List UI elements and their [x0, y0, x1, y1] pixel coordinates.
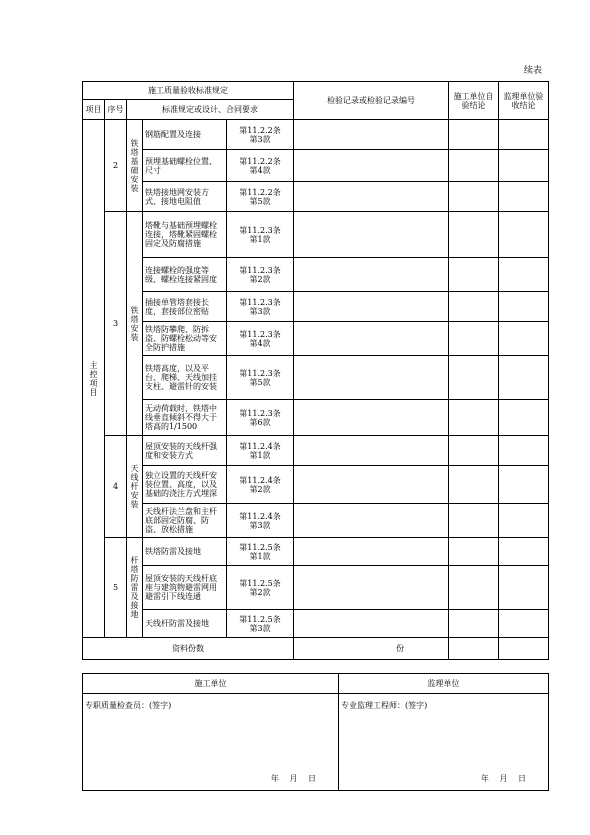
category-char: 装: [130, 500, 139, 509]
clause-paragraph: 第5款: [249, 196, 271, 206]
category-char: 线: [130, 473, 139, 482]
standard-text: 天线杆法兰盘和主杆底部固定防腐、防盗、放松措施: [143, 504, 227, 538]
clause-article: 第11.2.3条: [239, 265, 281, 275]
clause-paragraph: 第4款: [249, 338, 271, 348]
clause-paragraph: 第3款: [249, 306, 271, 316]
engineer-signature-label: 专业监理工程师：(签字): [341, 701, 428, 710]
record-cell[interactable]: [294, 120, 449, 150]
table-row: [83, 610, 549, 638]
clause-article: 第11.2.2条: [239, 125, 281, 135]
contractor-conclusion-cell[interactable]: [449, 120, 499, 150]
clause-ref: [227, 182, 294, 212]
contractor-conclusion-cell[interactable]: [449, 466, 499, 504]
header-standard-group: 施工质量验收标准规定: [83, 82, 294, 100]
supervisor-conclusion-cell[interactable]: [499, 292, 549, 322]
clause-paragraph: 第3款: [249, 134, 271, 144]
header-supervisor-conclusion: [499, 82, 549, 120]
seq-number: 5: [105, 538, 127, 638]
clause-ref: [227, 566, 294, 610]
header-standard: 标准规定或设计、合同要求: [127, 100, 294, 120]
contractor-conclusion-cell[interactable]: [449, 610, 499, 638]
record-cell[interactable]: [294, 322, 449, 356]
standard-text: 铁塔防雷及接地: [143, 538, 227, 566]
supervisor-conclusion-cell[interactable]: [499, 504, 549, 538]
clause-article: 第11.2.5条: [239, 542, 281, 552]
contractor-conclusion-cell[interactable]: [449, 182, 499, 212]
footer-supervisor: 监理单位: [339, 674, 549, 694]
clause-paragraph: 第3款: [249, 520, 271, 530]
standard-text: 铁塔接地网安装方式、接地电阻值: [143, 182, 227, 212]
table-row: [83, 566, 549, 610]
clause-ref: [227, 150, 294, 182]
clause-paragraph: 第2款: [249, 484, 271, 494]
clause-article: 第11.2.4条: [239, 475, 281, 485]
supervisor-date: 年 月 日: [480, 774, 526, 783]
category-char: 塔: [130, 314, 139, 324]
clause-paragraph: 第1款: [249, 234, 271, 244]
main-item-char: 目: [89, 387, 98, 397]
category-char: 安: [130, 174, 139, 184]
category-char: 防: [130, 574, 139, 583]
contractor-sign-cell: [83, 694, 339, 791]
category-label: [127, 538, 143, 638]
clause-ref: [227, 322, 294, 356]
clause-ref: [227, 212, 294, 258]
clause-article: 第11.2.4条: [239, 441, 281, 451]
supervisor-conclusion-cell[interactable]: [499, 120, 549, 150]
materials-supervisor-cell[interactable]: [499, 638, 549, 660]
category-char: 接: [130, 601, 139, 610]
clause-article: 第11.2.3条: [239, 408, 281, 418]
continued-label: 续表: [524, 66, 543, 76]
header-item: 项目: [83, 100, 105, 120]
contractor-conclusion-cell[interactable]: [449, 212, 499, 258]
standard-text: 预埋基础螺栓位置、尺寸: [143, 150, 227, 182]
record-cell[interactable]: [294, 356, 449, 400]
standard-text: 独立设置的天线杆安装位置、高度，以及基础的浇注方式埋深: [143, 466, 227, 504]
table-row: [83, 538, 549, 566]
main-item-char: 控: [89, 369, 98, 379]
materials-unit: 份: [396, 644, 405, 653]
category-char: 安: [130, 323, 139, 333]
table-row: [83, 182, 549, 212]
supervisor-conclusion-cell[interactable]: [499, 610, 549, 638]
record-cell[interactable]: [294, 150, 449, 182]
category-char: 铁: [130, 138, 139, 148]
record-cell[interactable]: [294, 436, 449, 466]
clause-paragraph: 第1款: [249, 551, 271, 561]
standard-text: 塔靴与基础预埋螺栓连接，塔靴紧固螺栓固定及防腐措施: [143, 212, 227, 258]
table-row: [83, 504, 549, 538]
record-cell[interactable]: [294, 466, 449, 504]
materials-label: 资料份数: [83, 638, 294, 660]
category-char: 雷: [130, 583, 139, 592]
materials-contractor-cell[interactable]: [449, 638, 499, 660]
category-char: 塔: [130, 565, 139, 574]
table-row: [83, 150, 549, 182]
category-char: 及: [130, 592, 139, 601]
category-char: 天: [130, 464, 139, 473]
supervisor-conclusion-cell[interactable]: [499, 212, 549, 258]
supervisor-conclusion-cell[interactable]: [499, 436, 549, 466]
record-cell[interactable]: [294, 400, 449, 436]
supervisor-conclusion-cell[interactable]: [499, 150, 549, 182]
contractor-conclusion-cell[interactable]: [449, 504, 499, 538]
clause-ref: [227, 504, 294, 538]
record-cell[interactable]: [294, 182, 449, 212]
supervisor-conclusion-cell[interactable]: [499, 258, 549, 292]
supervisor-conclusion-cell[interactable]: [499, 400, 549, 436]
supervisor-conclusion-cell[interactable]: [499, 182, 549, 212]
table-row: [83, 436, 549, 466]
category-label: [127, 212, 143, 436]
clause-paragraph: 第1款: [249, 450, 271, 460]
table-row: [83, 356, 549, 400]
clause-paragraph: 第4款: [249, 165, 271, 175]
category-char: 杆: [130, 556, 139, 565]
clause-ref: [227, 436, 294, 466]
category-char: 装: [130, 332, 139, 342]
clause-ref: [227, 120, 294, 150]
materials-row: [83, 638, 549, 660]
main-item-label: [83, 120, 105, 638]
contractor-conclusion-cell[interactable]: [449, 356, 499, 400]
clause-article: 第11.2.2条: [239, 156, 281, 166]
category-char: 铁: [130, 305, 139, 315]
record-cell[interactable]: [294, 610, 449, 638]
category-char: 地: [130, 610, 139, 619]
standard-text: 铁塔高度，以及平台、爬梯、天线加挂支柱、避雷针的安装: [143, 356, 227, 400]
clause-ref: [227, 610, 294, 638]
contractor-conclusion-cell[interactable]: [449, 538, 499, 566]
category-char: 基: [130, 156, 139, 166]
record-cell[interactable]: [294, 212, 449, 258]
category-char: 塔: [130, 147, 139, 157]
signature-table: [82, 673, 549, 791]
category-char: 杆: [130, 482, 139, 491]
table-row: [83, 212, 549, 258]
table-row: [83, 292, 549, 322]
contractor-conclusion-cell[interactable]: [449, 322, 499, 356]
standard-text: 无动荷载时，铁塔中线垂直倾斜不得大于塔高的1/1500: [143, 400, 227, 436]
table-row: [83, 258, 549, 292]
header-contractor-conclusion: [449, 82, 499, 120]
header-contractor-conclusion-text: 施工单位自验结论: [453, 91, 494, 110]
record-cell[interactable]: [294, 258, 449, 292]
header-seq: 序号: [105, 100, 127, 120]
supervisor-conclusion-cell[interactable]: [499, 466, 549, 504]
supervisor-conclusion-cell[interactable]: [499, 566, 549, 610]
supervisor-sign-cell: [339, 694, 549, 791]
materials-count-cell[interactable]: [294, 638, 449, 660]
main-item-char: 项: [89, 378, 98, 388]
inspector-signature-label: 专职质量检查员：(签字): [85, 701, 172, 710]
category-char: 安: [130, 491, 139, 500]
category-label: [127, 120, 143, 212]
standard-text: 屋顶安装的天线杆底座与建筑物避雷网用避雷引下线连通: [143, 566, 227, 610]
contractor-conclusion-cell[interactable]: [449, 436, 499, 466]
clause-ref: [227, 356, 294, 400]
clause-article: 第11.2.3条: [239, 368, 281, 378]
standard-text: 屋顶安装的天线杆强度和安装方式: [143, 436, 227, 466]
table-row: [83, 466, 549, 504]
contractor-date: 年 月 日: [270, 774, 316, 783]
supervisor-conclusion-cell[interactable]: [499, 322, 549, 356]
clause-ref: [227, 258, 294, 292]
header-record: 检验记录或检验记录编号: [294, 82, 449, 120]
header-supervisor-conclusion-text: 监理单位验收结论: [503, 91, 544, 110]
clause-article: 第11.2.5条: [239, 578, 281, 588]
clause-article: 第11.2.3条: [239, 297, 281, 307]
record-cell[interactable]: [294, 538, 449, 566]
standard-text: 铁塔防攀爬、防拆盗、防螺栓松动等安全防护措施: [143, 322, 227, 356]
footer-contractor: 施工单位: [83, 674, 339, 694]
standard-text: 插接单管塔套接长度，套接部位密贴: [143, 292, 227, 322]
table-row: [83, 400, 549, 436]
clause-ref: [227, 538, 294, 566]
contractor-conclusion-cell[interactable]: [449, 258, 499, 292]
table-row: [83, 120, 549, 150]
clause-paragraph: 第2款: [249, 274, 271, 284]
contractor-conclusion-cell[interactable]: [449, 400, 499, 436]
category-label: [127, 436, 143, 538]
seq-number: 3: [105, 212, 127, 436]
record-cell[interactable]: [294, 504, 449, 538]
main-item-char: 主: [89, 360, 98, 370]
clause-ref: [227, 292, 294, 322]
clause-paragraph: 第2款: [249, 587, 271, 597]
clause-article: 第11.2.3条: [239, 225, 281, 235]
contractor-conclusion-cell[interactable]: [449, 292, 499, 322]
record-cell[interactable]: [294, 292, 449, 322]
clause-article: 第11.2.4条: [239, 511, 281, 521]
inspection-table: [82, 81, 549, 660]
record-cell[interactable]: [294, 566, 449, 610]
clause-article: 第11.2.3条: [239, 329, 281, 339]
standard-text: 钢筋配置及连接: [143, 120, 227, 150]
seq-number: 4: [105, 436, 127, 538]
clause-ref: [227, 466, 294, 504]
clause-paragraph: 第3款: [249, 623, 271, 633]
standard-text: 天线杆防雷及接地: [143, 610, 227, 638]
clause-paragraph: 第5款: [249, 377, 271, 387]
table-row: [83, 322, 549, 356]
standard-text: 连接螺栓的强度等级、螺栓连接紧固度: [143, 258, 227, 292]
contractor-conclusion-cell[interactable]: [449, 566, 499, 610]
contractor-conclusion-cell[interactable]: [449, 150, 499, 182]
clause-article: 第11.2.2条: [239, 187, 281, 197]
clause-paragraph: 第6款: [249, 417, 271, 427]
supervisor-conclusion-cell[interactable]: [499, 356, 549, 400]
supervisor-conclusion-cell[interactable]: [499, 538, 549, 566]
clause-article: 第11.2.5条: [239, 614, 281, 624]
category-char: 装: [130, 183, 139, 193]
seq-number: 2: [105, 120, 127, 212]
clause-ref: [227, 400, 294, 436]
category-char: 础: [130, 165, 139, 175]
